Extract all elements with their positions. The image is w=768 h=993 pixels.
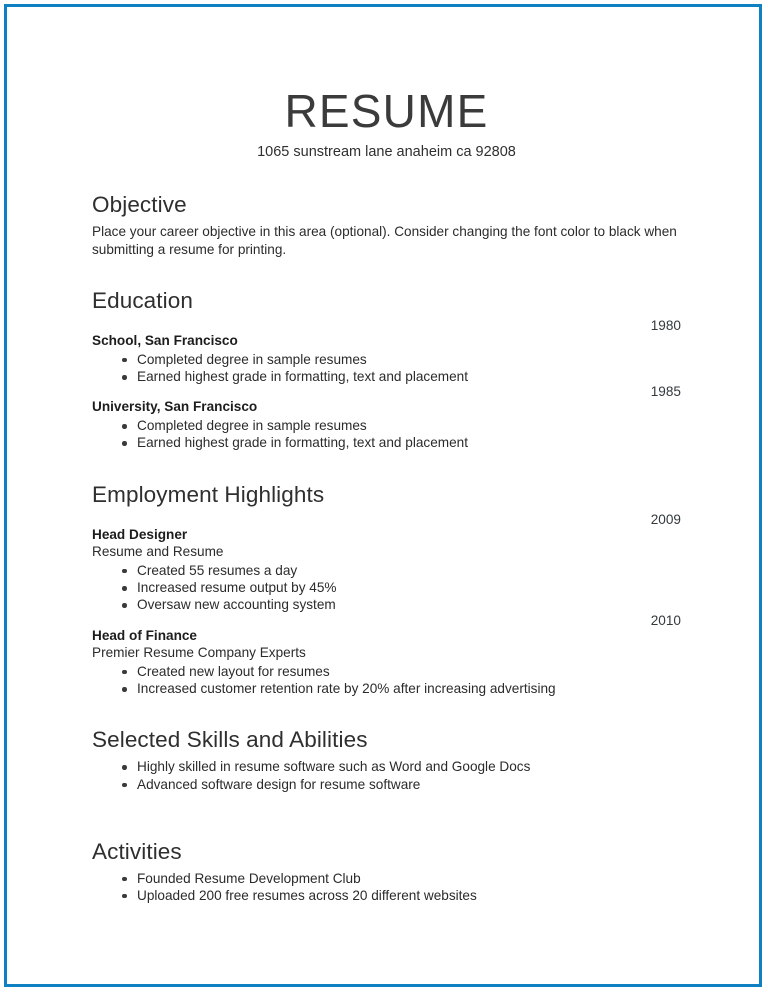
- list-item: Increased resume output by 45%: [92, 579, 681, 596]
- objective-paragraph: Place your career objective in this area (optional). Consider changing the font color to black when submitting a resume for printing.: [92, 223, 677, 257]
- education-entry-year: 1985: [650, 384, 681, 400]
- skills-body: [92, 758, 681, 793]
- list-item: Completed degree in sample resumes: [92, 417, 681, 434]
- objective-body: [92, 223, 681, 259]
- list-item: Highly skilled in resume software such as Word and Google Docs: [92, 758, 681, 775]
- education-body: [92, 318, 681, 451]
- education-entry-bullets: [92, 351, 681, 386]
- list-item: Created new layout for resumes: [92, 663, 681, 680]
- section-activities: [92, 839, 681, 904]
- list-item: Founded Resume Development Club: [92, 870, 681, 887]
- skills-bullets: [92, 758, 681, 793]
- section-heading-objective: Objective: [92, 191, 187, 217]
- list-item: Earned highest grade in formatting, text and placement: [92, 368, 681, 385]
- employment-entry-company: Resume and Resume: [92, 544, 224, 560]
- list-item: Earned highest grade in formatting, text and placement: [92, 434, 681, 451]
- employment-entry-title: Head Designer: [92, 526, 188, 542]
- education-entry-year: 1980: [650, 318, 681, 334]
- page-title: RESUME: [284, 85, 489, 137]
- employment-entry-year: 2010: [650, 612, 681, 628]
- section-selected-skills-and-abilities: [92, 727, 681, 792]
- employment-entry-year: 2009: [650, 511, 681, 527]
- employment-entry-bullets: [92, 663, 681, 698]
- section-heading-selected-skills-and-abilities: Selected Skills and Abilities: [92, 727, 368, 753]
- list-item: Completed degree in sample resumes: [92, 351, 681, 368]
- contact-address: 1065 sunstream lane anaheim ca 92808: [257, 144, 516, 161]
- education-entry: [92, 384, 681, 451]
- resume-header: [92, 87, 681, 162]
- resume-document: [7, 7, 759, 984]
- employment-entry-company: Premier Resume Company Experts: [92, 645, 306, 661]
- education-entry-heading: School, San Francisco: [92, 333, 238, 349]
- section-objective: [92, 192, 681, 259]
- employment-entry-title: Head of Finance: [92, 627, 197, 643]
- employment-entry-bullets: [92, 562, 681, 614]
- section-heading-employment-highlights: Employment Highlights: [92, 481, 325, 507]
- list-item: Uploaded 200 free resumes across 20 different websites: [92, 887, 681, 904]
- employment-entry: [92, 612, 681, 698]
- list-item: Created 55 resumes a day: [92, 562, 681, 579]
- list-item: Oversaw new accounting system: [92, 596, 681, 613]
- list-item: Advanced software design for resume software: [92, 776, 681, 793]
- education-entry: [92, 318, 681, 385]
- section-heading-education: Education: [92, 288, 193, 314]
- employment-body: [92, 511, 681, 698]
- employment-entry: [92, 511, 681, 614]
- resume-page-border: [4, 4, 762, 987]
- education-entry-heading: University, San Francisco: [92, 399, 258, 415]
- activities-bullets: [92, 870, 681, 905]
- section-education: [92, 288, 681, 451]
- section-employment-highlights: [92, 482, 681, 698]
- education-entry-bullets: [92, 417, 681, 452]
- section-heading-activities: Activities: [92, 838, 182, 864]
- list-item: Increased customer retention rate by 20% after increasing advertising: [92, 680, 681, 697]
- activities-body: [92, 870, 681, 905]
